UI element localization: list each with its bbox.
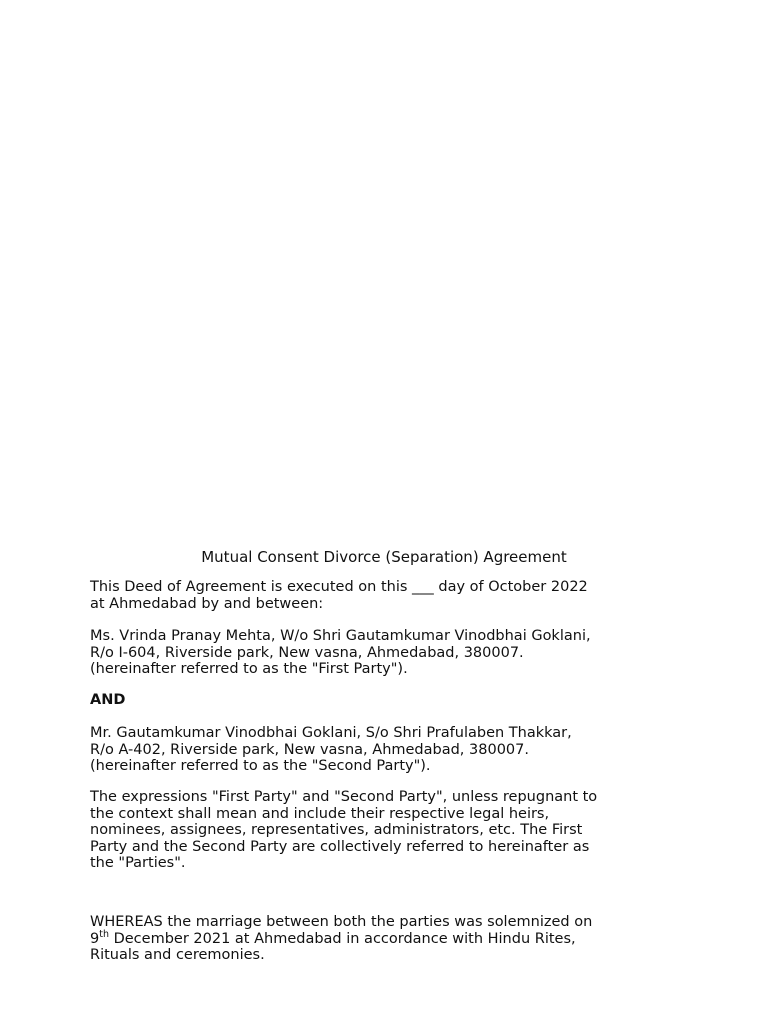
and-separator: AND — [90, 692, 126, 708]
whereas-paragraph — [90, 914, 690, 964]
second-party-paragraph: Mr. Gautamkumar Vinodbhai Goklani, S/o Shri Prafulaben Thakkar, R/o A-402, Riverside park, New vasna, Ahmedabad, 380007. (hereinafter referred to as the "Second Party"). — [90, 725, 572, 774]
whereas-line-2: December 2021 at Ahmedabad in accordance with Hindu Rites, — [108, 930, 576, 947]
first-party-paragraph: Ms. Vrinda Pranay Mehta, W/o Shri Gautamkumar Vinodbhai Goklani, R/o I-604, Riverside park, New vasna, Ahmedabad, 380007. (hereinafter referred to as the "First Party"). — [90, 628, 591, 677]
whereas-day-suffix: th — [99, 928, 109, 940]
whereas-line-1: WHEREAS the marriage between both the parties was solemnized on — [90, 914, 593, 930]
intro-paragraph: This Deed of Agreement is executed on this ___ day of October 2022 at Ahmedabad by and between: — [90, 579, 588, 612]
whereas-line-3: Rituals and ceremonies. — [90, 947, 265, 963]
expressions-paragraph: The expressions "First Party" and "Second Party", unless repugnant to the context shall mean and include their respective legal heirs, nominees, assignees, representatives, administrators, etc. The First Party and the Second Party are collectively referred to hereinafter as the "Parties". — [90, 789, 598, 871]
document-title: Mutual Consent Divorce (Separation) Agreement — [201, 548, 567, 566]
whereas-day: 9 — [90, 930, 100, 947]
